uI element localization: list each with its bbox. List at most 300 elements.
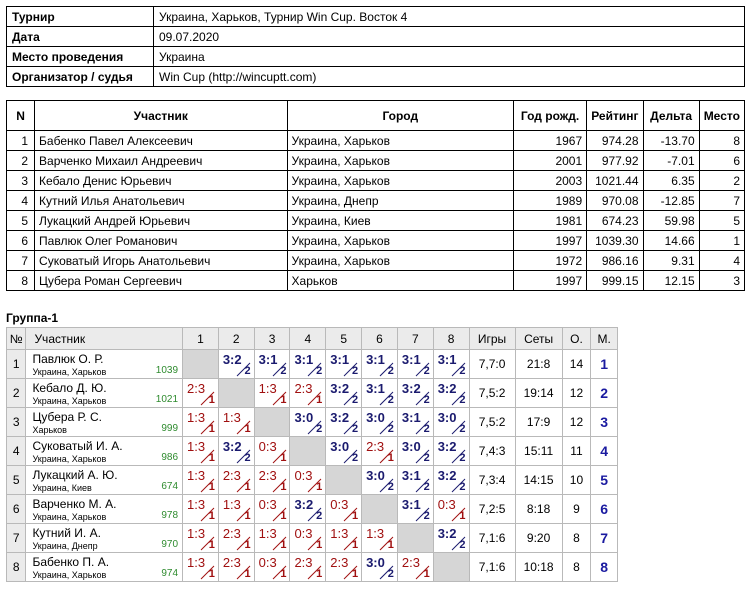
match-points: 2 xyxy=(459,539,466,551)
header-place: Место xyxy=(699,101,744,131)
participant-row xyxy=(7,251,745,271)
match-points: 1 xyxy=(316,568,323,580)
match-result-cell[interactable] xyxy=(433,408,469,437)
group-player-rating: 970 xyxy=(161,539,179,550)
match-result-cell[interactable] xyxy=(397,466,433,495)
participant-delta: 12.15 xyxy=(643,271,699,291)
group-row-number: 6 xyxy=(7,495,26,524)
group-player-cell xyxy=(26,495,183,524)
match-score: 3:2 xyxy=(437,468,457,483)
match-points: 2 xyxy=(387,423,394,435)
match-result-cell[interactable] xyxy=(183,495,219,524)
group-player-city: Украина, Киев xyxy=(32,483,92,493)
match-score: 3:0 xyxy=(437,410,457,425)
match-score: 1:3 xyxy=(330,526,349,541)
group-header-col-2: 2 xyxy=(218,328,254,350)
group-header-col-1: 1 xyxy=(183,328,219,350)
participant-city: Украина, Харьков xyxy=(287,231,513,251)
group-player-city: Украина, Харьков xyxy=(32,570,107,580)
match-score: 0:3 xyxy=(437,497,456,512)
participant-number: 5 xyxy=(7,211,35,231)
participant-delta: 59.98 xyxy=(643,211,699,231)
group-place: 7 xyxy=(591,524,618,553)
group-diagonal-cell xyxy=(433,553,469,582)
match-points: 1 xyxy=(280,539,287,551)
participant-delta: -13.70 xyxy=(643,131,699,151)
match-result-cell[interactable] xyxy=(290,553,326,582)
group-points: 10 xyxy=(562,466,591,495)
group-points: 12 xyxy=(562,408,591,437)
group-place: 8 xyxy=(591,553,618,582)
group-player-rating: 1021 xyxy=(155,394,179,405)
match-points: 1 xyxy=(423,568,430,580)
group-diagonal-cell xyxy=(183,350,219,379)
match-result-cell[interactable] xyxy=(290,466,326,495)
match-score: 1:3 xyxy=(187,410,206,425)
group-place: 6 xyxy=(591,495,618,524)
match-result-cell[interactable] xyxy=(397,437,433,466)
match-result-cell[interactable] xyxy=(433,466,469,495)
participant-rating: 977.92 xyxy=(587,151,643,171)
match-result-cell[interactable] xyxy=(183,379,219,408)
group-diagonal-cell xyxy=(218,379,254,408)
match-score: 1:3 xyxy=(222,497,241,512)
participant-rating: 974.28 xyxy=(587,131,643,151)
group-player-city: Украина, Харьков xyxy=(32,367,107,377)
group-points: 8 xyxy=(562,553,591,582)
match-points: 1 xyxy=(459,510,466,522)
group-sets: 9:20 xyxy=(515,524,562,553)
participant-delta: -12.85 xyxy=(643,191,699,211)
group-player-name: Кутний И. А. xyxy=(32,526,101,540)
group-header-col-8: 8 xyxy=(433,328,469,350)
match-points: 2 xyxy=(423,510,430,522)
match-result-cell[interactable] xyxy=(218,408,254,437)
match-points: 2 xyxy=(316,365,323,377)
group-player-city: Украина, Днепр xyxy=(32,541,98,551)
participant-birth-year: 1967 xyxy=(514,131,587,151)
match-result-cell[interactable] xyxy=(362,379,398,408)
match-result-cell[interactable] xyxy=(433,524,469,553)
participant-birth-year: 2001 xyxy=(514,151,587,171)
group-sets: 10:18 xyxy=(515,553,562,582)
match-result-cell[interactable] xyxy=(433,379,469,408)
match-result-cell[interactable] xyxy=(218,466,254,495)
match-score: 3:1 xyxy=(366,352,385,367)
match-score: 2:3 xyxy=(366,439,385,454)
group-player-name: Лукацкий А. Ю. xyxy=(32,468,118,482)
match-score: 3:0 xyxy=(366,555,385,570)
participant-name: Кебало Денис Юрьевич xyxy=(35,171,288,191)
match-score: 3:2 xyxy=(222,352,242,367)
participant-place: 8 xyxy=(699,131,744,151)
group-title: Группа-1 xyxy=(6,311,59,325)
match-score: 1:3 xyxy=(258,381,277,396)
match-score: 1:3 xyxy=(187,497,206,512)
participant-place: 2 xyxy=(699,171,744,191)
participant-birth-year: 1997 xyxy=(514,271,587,291)
match-result-cell[interactable] xyxy=(254,553,290,582)
group-games: 7,5:2 xyxy=(469,379,515,408)
match-points: 2 xyxy=(387,365,394,377)
info-value: 09.07.2020 xyxy=(154,27,745,47)
match-score: 3:2 xyxy=(330,410,350,425)
participant-birth-year: 1997 xyxy=(514,231,587,251)
match-result-cell[interactable] xyxy=(397,553,433,582)
match-result-cell[interactable] xyxy=(290,379,326,408)
group-header-sets: Сеты xyxy=(515,328,562,350)
participant-delta: 6.35 xyxy=(643,171,699,191)
match-points: 1 xyxy=(208,394,215,406)
group-header-place: М. xyxy=(591,328,618,350)
group-place: 2 xyxy=(591,379,618,408)
info-value: Украина xyxy=(154,47,745,67)
group-header-row xyxy=(7,328,618,350)
match-score: 3:1 xyxy=(258,352,278,367)
group-games: 7,1:6 xyxy=(469,553,515,582)
match-result-cell[interactable] xyxy=(362,437,398,466)
match-score: 2:3 xyxy=(401,555,420,570)
match-points: 1 xyxy=(244,481,251,493)
participants-table xyxy=(6,100,745,291)
participant-birth-year: 1989 xyxy=(514,191,587,211)
group-header-points: О. xyxy=(562,328,591,350)
match-points: 1 xyxy=(387,452,394,464)
match-result-cell[interactable] xyxy=(362,553,398,582)
match-points: 1 xyxy=(208,423,215,435)
group-player-rating: 978 xyxy=(161,510,179,521)
group-row-number: 4 xyxy=(7,437,26,466)
participant-row xyxy=(7,191,745,211)
match-result-cell[interactable] xyxy=(183,553,219,582)
group-header-col-5: 5 xyxy=(326,328,362,350)
group-player-city: Украина, Харьков xyxy=(32,454,107,464)
group-points: 12 xyxy=(562,379,591,408)
participant-row xyxy=(7,231,745,251)
match-points: 2 xyxy=(459,365,466,377)
group-player-cell xyxy=(26,408,183,437)
match-points: 1 xyxy=(387,539,394,551)
participant-city: Украина, Харьков xyxy=(287,171,513,191)
info-label: Организатор / судья xyxy=(7,67,154,87)
participant-delta: 9.31 xyxy=(643,251,699,271)
match-result-cell[interactable] xyxy=(433,350,469,379)
participant-row xyxy=(7,171,745,191)
group-games: 7,2:5 xyxy=(469,495,515,524)
header-delta: Дельта xyxy=(643,101,699,131)
group-player-name: Павлюк О. Р. xyxy=(32,352,104,366)
match-points: 1 xyxy=(244,510,251,522)
info-value: Win Cup (http://wincuptt.com) xyxy=(154,67,745,87)
match-result-cell[interactable] xyxy=(290,408,326,437)
group-player-cell xyxy=(26,466,183,495)
match-score: 1:3 xyxy=(187,526,206,541)
group-row-number: 8 xyxy=(7,553,26,582)
match-result-cell[interactable] xyxy=(218,495,254,524)
match-result-cell[interactable] xyxy=(362,466,398,495)
match-score: 2:3 xyxy=(222,555,241,570)
group-row-number: 7 xyxy=(7,524,26,553)
group-row xyxy=(7,437,618,466)
match-result-cell[interactable] xyxy=(326,524,362,553)
match-result-cell[interactable] xyxy=(254,437,290,466)
group-games: 7,5:2 xyxy=(469,408,515,437)
match-result-cell[interactable] xyxy=(183,466,219,495)
group-row-number: 3 xyxy=(7,408,26,437)
group-header-player: Участник xyxy=(26,328,183,350)
participant-name: Варченко Михаил Андреевич xyxy=(35,151,288,171)
group-header-games: Игры xyxy=(469,328,515,350)
match-points: 2 xyxy=(423,394,430,406)
match-score: 1:3 xyxy=(366,526,385,541)
match-score: 2:3 xyxy=(330,555,349,570)
match-result-cell[interactable] xyxy=(433,437,469,466)
match-result-cell[interactable] xyxy=(397,495,433,524)
match-result-cell[interactable] xyxy=(254,350,290,379)
header-city: Город xyxy=(287,101,513,131)
match-score: 3:1 xyxy=(437,352,457,367)
group-player-rating: 986 xyxy=(161,452,179,463)
match-points: 1 xyxy=(208,481,215,493)
match-result-cell[interactable] xyxy=(254,524,290,553)
match-points: 2 xyxy=(459,481,466,493)
participant-number: 1 xyxy=(7,131,35,151)
group-player-rating: 674 xyxy=(161,481,179,492)
group-player-rating: 1039 xyxy=(155,365,179,376)
match-points: 1 xyxy=(351,539,359,551)
group-place: 1 xyxy=(591,350,618,379)
match-result-cell[interactable] xyxy=(254,495,290,524)
group-place: 4 xyxy=(591,437,618,466)
match-points: 1 xyxy=(208,539,215,551)
match-points: 1 xyxy=(244,539,251,551)
match-score: 2:3 xyxy=(187,381,206,396)
participant-delta: -7.01 xyxy=(643,151,699,171)
group-points: 8 xyxy=(562,524,591,553)
participant-city: Украина, Харьков xyxy=(287,251,513,271)
info-row xyxy=(7,27,745,47)
participant-row xyxy=(7,151,745,171)
match-result-cell[interactable] xyxy=(218,350,254,379)
participant-number: 3 xyxy=(7,171,35,191)
match-points: 1 xyxy=(208,510,215,522)
match-score: 0:3 xyxy=(258,439,277,454)
participant-number: 6 xyxy=(7,231,35,251)
match-result-cell[interactable] xyxy=(326,553,362,582)
match-score: 1:3 xyxy=(258,526,277,541)
match-result-cell[interactable] xyxy=(362,350,398,379)
group-player-name: Кебало Д. Ю. xyxy=(32,381,107,395)
info-value: Украина, Харьков, Турнир Win Cup. Восток 4 xyxy=(154,7,745,27)
group-player-rating: 999 xyxy=(161,423,179,434)
participant-rating: 674.23 xyxy=(587,211,643,231)
participant-delta: 14.66 xyxy=(643,231,699,251)
match-result-cell[interactable] xyxy=(183,437,219,466)
match-points: 1 xyxy=(316,394,323,406)
match-score: 0:3 xyxy=(258,555,277,570)
match-points: 2 xyxy=(387,481,394,493)
participant-place: 4 xyxy=(699,251,744,271)
header-rating: Рейтинг xyxy=(587,101,643,131)
group-row-number: 2 xyxy=(7,379,26,408)
match-result-cell[interactable] xyxy=(362,408,398,437)
match-points: 2 xyxy=(387,568,394,580)
participant-number: 8 xyxy=(7,271,35,291)
header-n: N xyxy=(7,101,35,131)
match-points: 2 xyxy=(459,394,466,406)
match-result-cell[interactable] xyxy=(326,495,362,524)
match-result-cell[interactable] xyxy=(290,495,326,524)
group-header-col-6: 6 xyxy=(362,328,398,350)
match-points: 1 xyxy=(351,510,359,522)
group-sets: 15:11 xyxy=(515,437,562,466)
match-points: 2 xyxy=(316,510,323,522)
group-player-cell xyxy=(26,524,183,553)
match-points: 2 xyxy=(423,365,430,377)
group-header-n: № xyxy=(7,328,26,350)
group-sets: 19:14 xyxy=(515,379,562,408)
match-points: 1 xyxy=(316,539,323,551)
info-row xyxy=(7,67,745,87)
match-result-cell[interactable] xyxy=(183,524,219,553)
match-result-cell[interactable] xyxy=(218,437,254,466)
match-points: 1 xyxy=(280,510,287,522)
match-result-cell[interactable] xyxy=(290,350,326,379)
group-games: 7,4:3 xyxy=(469,437,515,466)
group-row xyxy=(7,379,618,408)
group-diagonal-cell xyxy=(326,466,362,495)
match-points: 2 xyxy=(351,394,359,406)
match-points: 2 xyxy=(244,365,251,377)
match-score: 3:0 xyxy=(401,439,421,454)
match-result-cell[interactable] xyxy=(254,379,290,408)
match-score: 3:1 xyxy=(401,497,421,512)
participant-rating: 1039.30 xyxy=(587,231,643,251)
match-points: 2 xyxy=(280,365,287,377)
match-score: 0:3 xyxy=(258,497,277,512)
group-player-cell xyxy=(26,379,183,408)
match-points: 2 xyxy=(387,394,394,406)
group-row xyxy=(7,466,618,495)
match-result-cell[interactable] xyxy=(254,466,290,495)
participant-number: 4 xyxy=(7,191,35,211)
group-points: 14 xyxy=(562,350,591,379)
participant-rating: 1021.44 xyxy=(587,171,643,191)
participant-place: 6 xyxy=(699,151,744,171)
match-score: 3:2 xyxy=(294,497,314,512)
group-diagonal-cell xyxy=(254,408,290,437)
participant-name: Бабенко Павел Алексеевич xyxy=(35,131,288,151)
match-result-cell[interactable] xyxy=(326,379,362,408)
match-score: 3:0 xyxy=(366,410,385,425)
match-result-cell[interactable] xyxy=(326,408,362,437)
group-header-col-4: 4 xyxy=(290,328,326,350)
group-sets: 21:8 xyxy=(515,350,562,379)
group-place: 5 xyxy=(591,466,618,495)
participant-birth-year: 1972 xyxy=(514,251,587,271)
participant-row xyxy=(7,271,745,291)
match-score: 3:2 xyxy=(330,381,350,396)
match-score: 3:0 xyxy=(366,468,385,483)
match-result-cell[interactable] xyxy=(397,350,433,379)
match-score: 3:1 xyxy=(401,410,421,425)
match-score: 3:1 xyxy=(401,352,421,367)
participant-row xyxy=(7,131,745,151)
group-player-cell xyxy=(26,350,183,379)
match-result-cell[interactable] xyxy=(326,437,362,466)
participant-name: Цубера Роман Сергеевич xyxy=(35,271,288,291)
group-row xyxy=(7,408,618,437)
group-player-cell xyxy=(26,437,183,466)
match-score: 3:1 xyxy=(330,352,350,367)
group-header-col-3: 3 xyxy=(254,328,290,350)
participant-name: Павлюк Олег Романович xyxy=(35,231,288,251)
participant-city: Харьков xyxy=(287,271,513,291)
match-result-cell[interactable] xyxy=(397,408,433,437)
match-result-cell[interactable] xyxy=(433,495,469,524)
info-label: Турнир xyxy=(7,7,154,27)
participant-number: 7 xyxy=(7,251,35,271)
match-result-cell[interactable] xyxy=(218,553,254,582)
group-games: 7,1:6 xyxy=(469,524,515,553)
match-score: 3:1 xyxy=(366,381,385,396)
participant-row xyxy=(7,211,745,231)
group-row-number: 5 xyxy=(7,466,26,495)
group-player-cell xyxy=(26,553,183,582)
match-points: 2 xyxy=(423,423,430,435)
group-place: 3 xyxy=(591,408,618,437)
group-games: 7,7:0 xyxy=(469,350,515,379)
participant-birth-year: 1981 xyxy=(514,211,587,231)
group-row-number: 1 xyxy=(7,350,26,379)
group-player-name: Суковатый И. А. xyxy=(32,439,123,453)
match-points: 1 xyxy=(316,481,323,493)
match-result-cell[interactable] xyxy=(218,524,254,553)
match-points: 2 xyxy=(459,423,466,435)
match-result-cell[interactable] xyxy=(326,350,362,379)
group-player-city: Украина, Харьков xyxy=(32,512,107,522)
match-points: 2 xyxy=(351,365,359,377)
match-points: 2 xyxy=(351,423,359,435)
participant-rating: 999.15 xyxy=(587,271,643,291)
group-results-table xyxy=(6,327,618,582)
match-points: 2 xyxy=(316,423,323,435)
match-points: 2 xyxy=(244,452,251,464)
match-score: 2:3 xyxy=(222,468,241,483)
group-row xyxy=(7,553,618,582)
match-points: 1 xyxy=(280,394,287,406)
group-points: 11 xyxy=(562,437,591,466)
match-points: 1 xyxy=(280,568,287,580)
participant-name: Кутний Илья Анатольевич xyxy=(35,191,288,211)
match-points: 1 xyxy=(351,568,359,580)
match-result-cell[interactable] xyxy=(183,408,219,437)
match-points: 1 xyxy=(244,568,251,580)
header-birth-year: Год рожд. xyxy=(514,101,587,131)
match-points: 2 xyxy=(351,452,359,464)
match-result-cell[interactable] xyxy=(362,524,398,553)
group-row xyxy=(7,350,618,379)
participant-name: Лукацкий Андрей Юрьевич xyxy=(35,211,288,231)
info-label: Место проведения xyxy=(7,47,154,67)
match-result-cell[interactable] xyxy=(290,524,326,553)
participants-header-row xyxy=(7,101,745,131)
group-sets: 17:9 xyxy=(515,408,562,437)
group-diagonal-cell xyxy=(290,437,326,466)
match-score: 3:2 xyxy=(222,439,242,454)
match-result-cell[interactable] xyxy=(397,379,433,408)
participant-number: 2 xyxy=(7,151,35,171)
